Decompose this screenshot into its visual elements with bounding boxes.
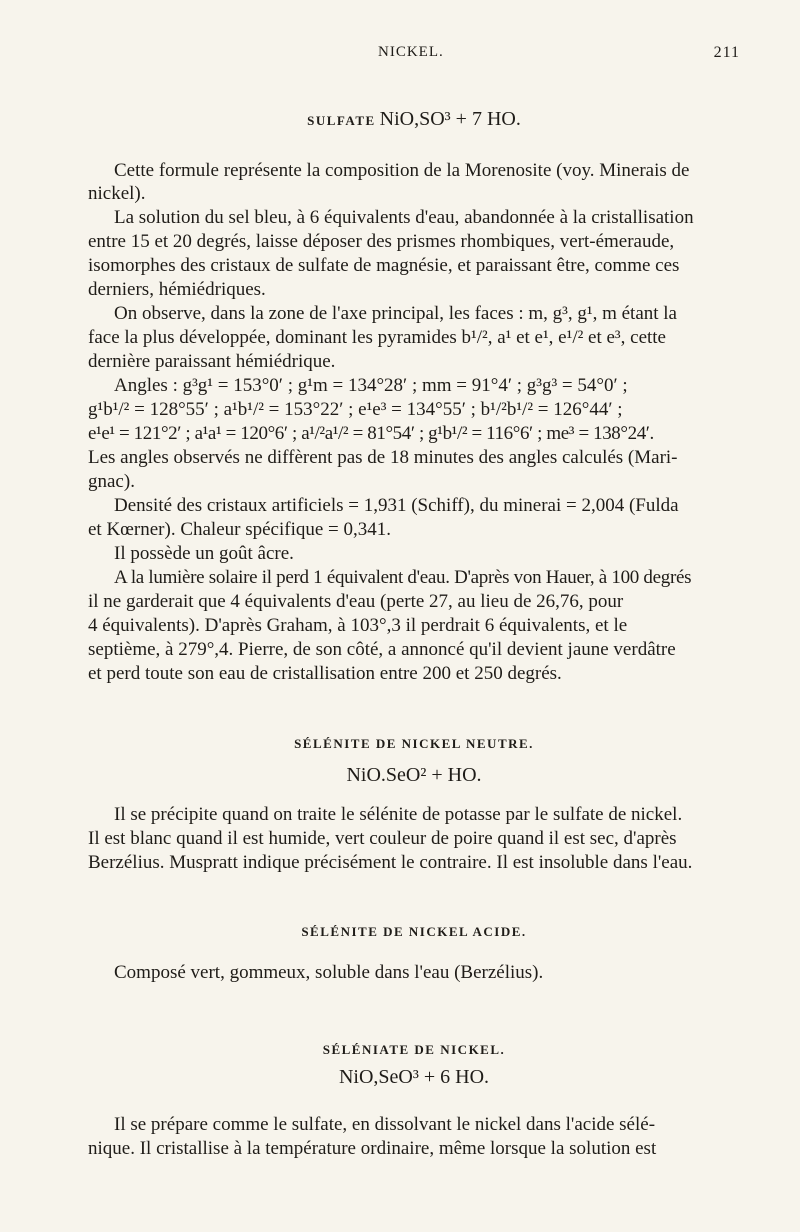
- text-line: Il se prépare comme le sulfate, en dissolvant le nickel dans l'acide sélé-: [114, 1114, 656, 1135]
- text-line: isomorphes des cristaux de sulfate de magnésie, et paraissant être, comme ces: [88, 255, 680, 276]
- text-line: Les angles observés ne diffèrent pas de 18 minutes des angles calculés (Mari-: [88, 447, 678, 468]
- angle-line: Angles : g³g¹ = 153°0′ ; g¹m = 134°28′ ; mm = 91°4′ ; g³g³ = 54°0′ ;: [114, 375, 628, 396]
- sulfate-formula: NiO,SO³ + 7 HO.: [379, 108, 521, 130]
- page-number: 211: [713, 44, 740, 61]
- text-line: A la lumière solaire il perd 1 équivalent d'eau. D'après von Hauer, à 100 degrés: [114, 567, 692, 588]
- text-line: 4 équivalents). D'après Graham, à 103°,3 il perdrait 6 équivalents, et le: [88, 615, 628, 636]
- text-line: gnac).: [88, 471, 135, 492]
- text-line: Densité des cristaux artificiels = 1,931 (Schiff), du minerai = 2,004 (Fulda: [114, 495, 679, 516]
- text-line: La solution du sel bleu, à 6 équivalents d'eau, abandonnée à la cristallisation: [114, 207, 694, 228]
- text-line: derniers, hémiédriques.: [88, 279, 266, 300]
- text-line: nickel).: [88, 183, 146, 204]
- text-line: il ne garderait que 4 équivalents d'eau (perte 27, au lieu de 26,76, pour: [88, 591, 624, 612]
- text-line: Il est blanc quand il est humide, vert couleur de poire quand il est sec, d'après: [88, 828, 677, 849]
- text-line: Il possède un goût âcre.: [114, 543, 294, 564]
- angle-line: g¹b¹/² = 128°55′ ; a¹b¹/² = 153°22′ ; e¹e³ = 134°55′ ; b¹/²b¹/² = 126°44′ ;: [88, 399, 623, 420]
- text-line: septième, à 279°,4. Pierre, de son côté, a annoncé qu'il devient jaune verdâtre: [88, 639, 676, 660]
- text-line: entre 15 et 20 degrés, laisse déposer des prismes rhombiques, vert-émeraude,: [88, 231, 675, 252]
- running-title: NICKEL.: [378, 44, 444, 60]
- selenite-neutre-title: SÉLÉNITE DE NICKEL NEUTRE.: [294, 736, 534, 751]
- selenite-acide-title: SÉLÉNITE DE NICKEL ACIDE.: [301, 924, 527, 939]
- text-line: et Kœrner). Chaleur spécifique = 0,341.: [88, 519, 392, 540]
- text-line: Il se précipite quand on traite le sélénite de potasse par le sulfate de nickel.: [114, 804, 683, 825]
- selenite-neutre-formula: NiO.SeO² + HO.: [346, 764, 482, 786]
- text-line: On observe, dans la zone de l'axe principal, les faces : m, g³, g¹, m étant la: [114, 303, 677, 324]
- seleniate-title: SÉLÉNIATE DE NICKEL.: [322, 1042, 506, 1057]
- page-header: [88, 44, 740, 68]
- text-line: face la plus développée, dominant les pyramides b¹/², a¹ et e¹, e¹/² et e³, cette: [88, 327, 666, 348]
- seleniate-formula: NiO,SeO³ + 6 HO.: [338, 1066, 490, 1088]
- text-line: Composé vert, gommeux, soluble dans l'eau (Berzélius).: [114, 962, 544, 983]
- sulfate-label: SULFATE: [307, 113, 376, 128]
- angle-line: e¹e¹ = 121°2′ ; a¹a¹ = 120°6′ ; a¹/²a¹/² = 81°54′ ; g¹b¹/² = 116°6′ ; me³ = 138°24′.: [88, 423, 654, 444]
- text-line: et perd toute son eau de cristallisation entre 200 et 250 degrés.: [88, 663, 562, 684]
- text-line: Cette formule représente la composition de la Morenosite (voy. Minerais de: [114, 160, 690, 181]
- sulfate-heading: [88, 108, 740, 131]
- text-line: Berzélius. Muspratt indique précisément le contraire. Il est insoluble dans l'eau.: [88, 852, 693, 873]
- text-line: nique. Il cristallise à la température ordinaire, même lorsque la solution est: [88, 1138, 657, 1159]
- text-line: dernière paraissant hémiédrique.: [88, 351, 336, 372]
